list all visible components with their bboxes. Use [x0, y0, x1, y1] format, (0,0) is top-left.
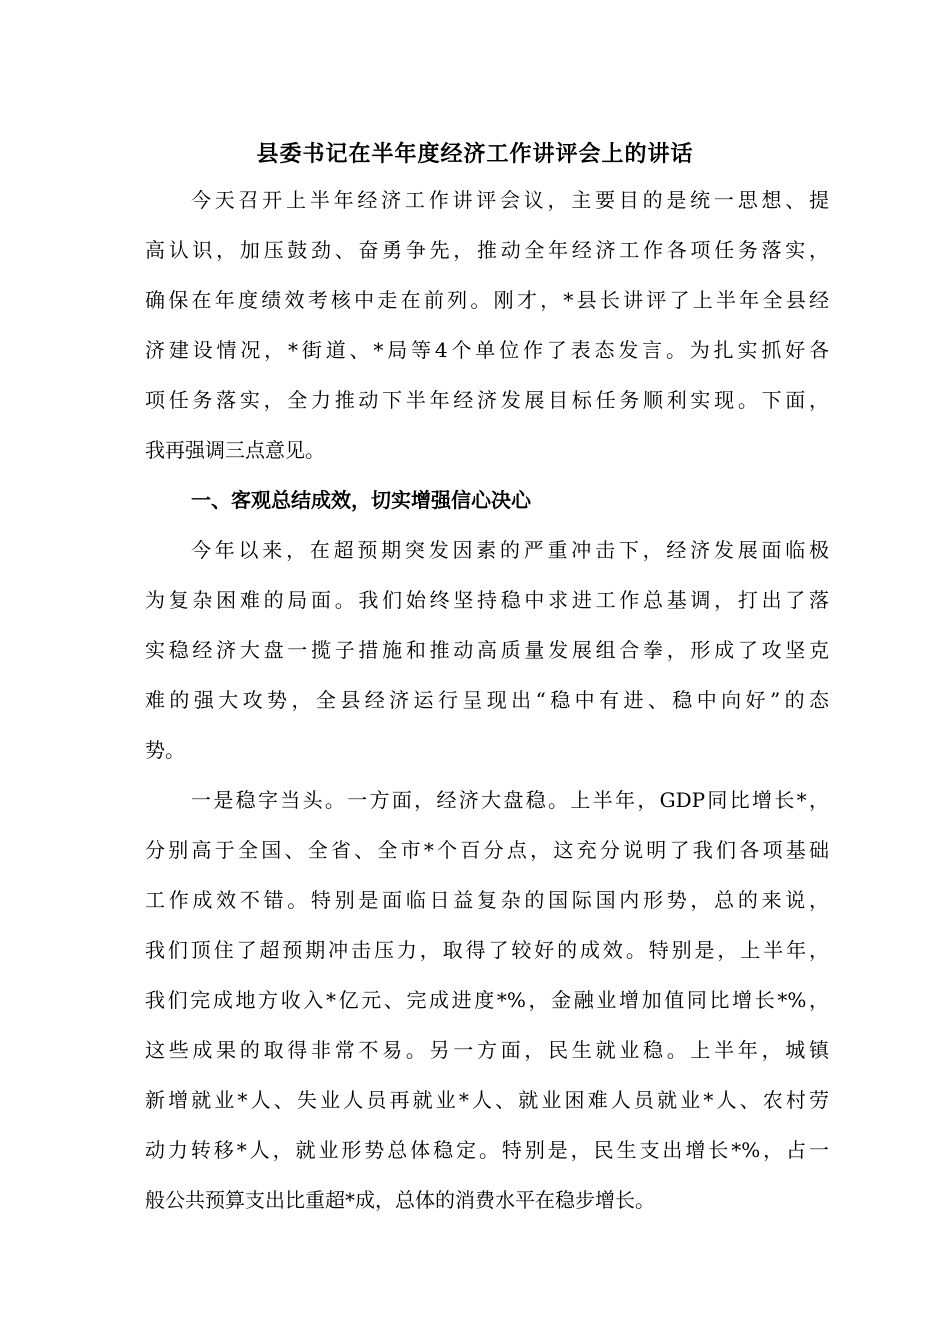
paragraph-3-line-6: 这些成果的取得非常不易。另一方面，民生就业稳。上半年，城镇: [145, 1038, 829, 1062]
paragraph-2-line-2: 为复杂困难的局面。我们始终坚持稳中求进工作总基调，打出了落: [145, 588, 829, 612]
document-title: 县委书记在半年度经济工作讲评会上的讲话: [256, 141, 694, 167]
paragraph-2-line-3: 实稳经济大盘一揽子措施和推动高质量发展组合拳，形成了攻坚克: [145, 638, 829, 662]
paragraph-3-line-3: 工作成效不错。特别是面临日益复杂的国际国内形势，总的来说，: [145, 888, 829, 912]
paragraph-3-line-1: 一是稳字当头。一方面，经济大盘稳。上半年，GDP同比增长*，: [191, 788, 829, 812]
paragraph-3-line-7: 新增就业*人、失业人员再就业*人、就业困难人员就业*人、农村劳: [145, 1088, 829, 1112]
paragraph-1-line-5: 项任务落实，全力推动下半年经济发展目标任务顺利实现。下面，: [145, 388, 829, 412]
paragraph-1-line-4: 济建设情况，*街道、*局等4个单位作了表态发言。为扎实抓好各: [145, 338, 829, 362]
paragraph-3-line-4: 我们顶住了超预期冲击压力，取得了较好的成效。特别是，上半年，: [145, 938, 829, 962]
section-heading-1: 一、客观总结成效，切实增强信心决心: [191, 488, 531, 512]
paragraph-3-line-9: 般公共预算支出比重超*成，总体的消费水平在稳步增长。: [145, 1188, 655, 1212]
paragraph-1-line-2: 高认识，加压鼓劲、奋勇争先，推动全年经济工作各项任务落实，: [145, 238, 829, 262]
paragraph-2-line-1: 今年以来，在超预期突发因素的严重冲击下，经济发展面临极: [191, 538, 829, 562]
paragraph-3-line-8: 动力转移*人，就业形势总体稳定。特别是，民生支出增长*%，占一: [145, 1138, 829, 1162]
paragraph-3-line-2: 分别高于全国、全省、全市*个百分点，这充分说明了我们各项基础: [145, 838, 829, 862]
paragraph-1-line-3: 确保在年度绩效考核中走在前列。刚才，*县长讲评了上半年全县经: [145, 288, 829, 312]
paragraph-1-line-1: 今天召开上半年经济工作讲评会议，主要目的是统一思想、提: [191, 188, 829, 212]
paragraph-3-line-5: 我们完成地方收入*亿元、完成进度*%，金融业增加值同比增长*%，: [145, 988, 829, 1012]
paragraph-1-line-6: 我再强调三点意见。: [145, 438, 325, 462]
paragraph-2-line-5: 势。: [145, 738, 185, 762]
paragraph-2-line-4: 难的强大攻势，全县经济运行呈现出“稳中有进、稳中向好”的态: [145, 688, 829, 712]
